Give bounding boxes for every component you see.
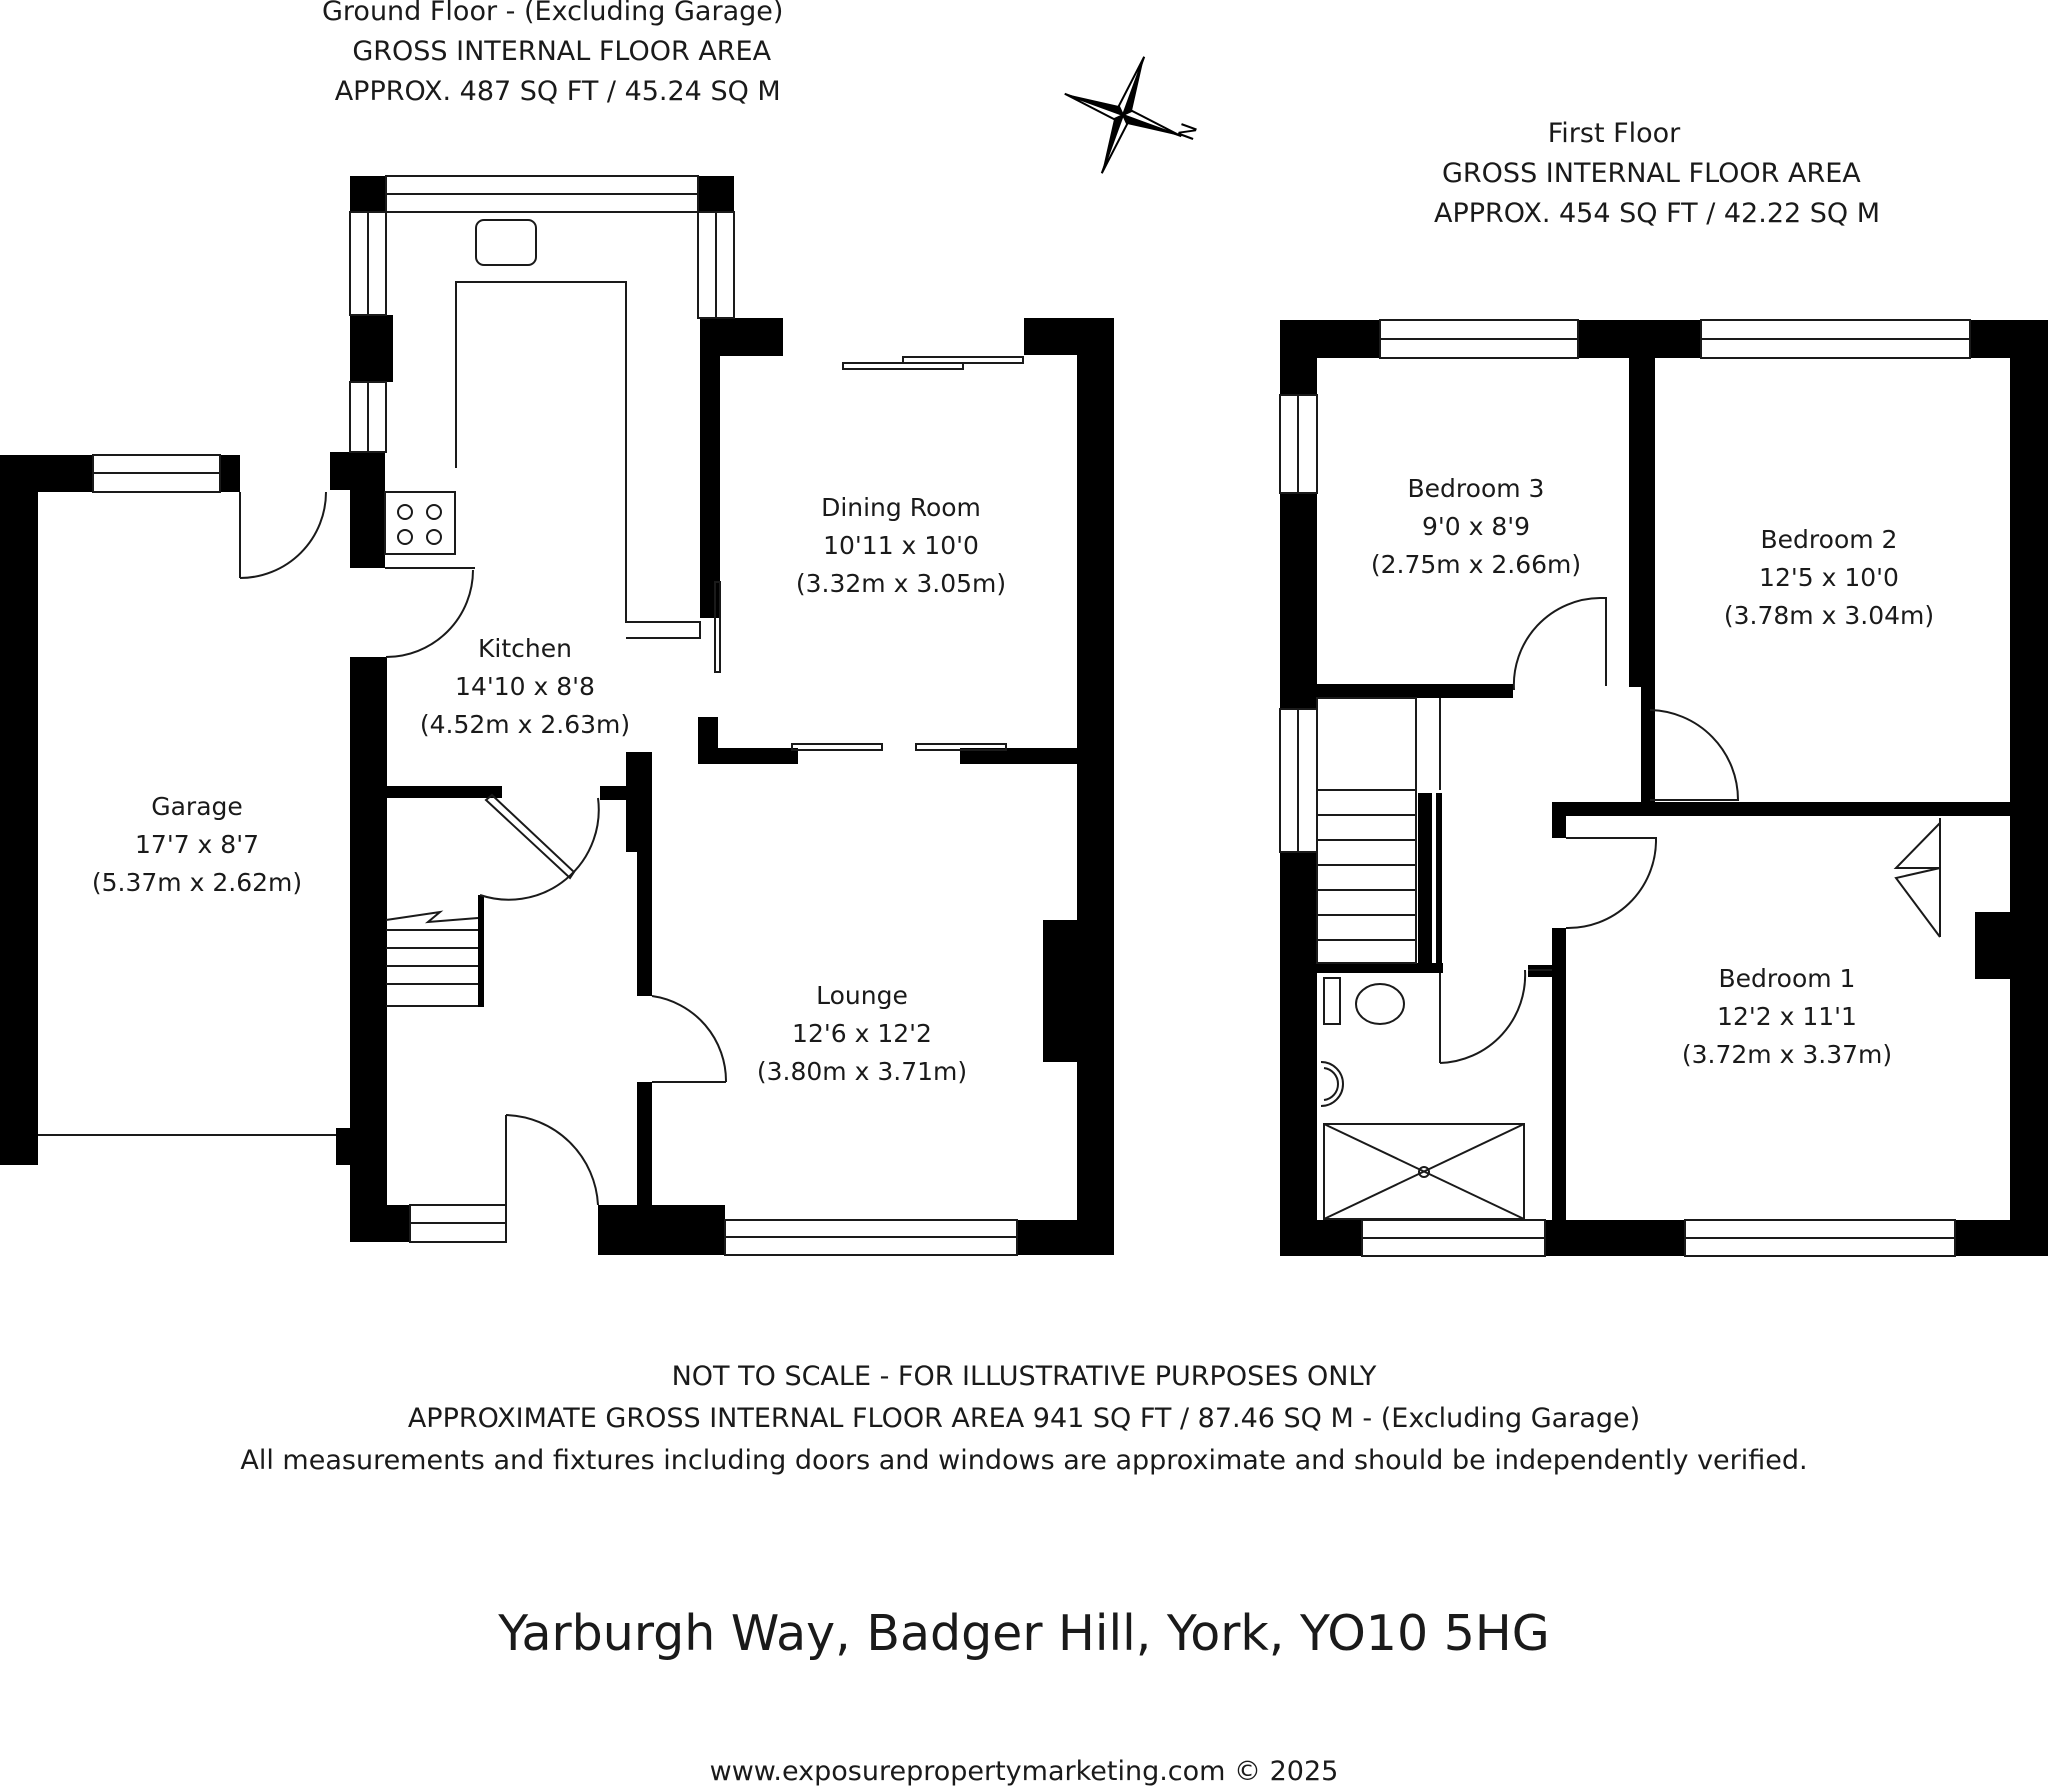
lounge-door-swing [652,996,726,1082]
note-measurements: All measurements and fixtures including doors and windows are approximate and should be independently verified. [240,1445,1808,1476]
lounge-imperial: 12'6 x 12'2 [792,1019,932,1048]
bed1-door-swing [1566,838,1656,928]
kitchen-sink [476,220,536,265]
ground-floor-header [322,0,783,112]
bed3-bottom-wall [1313,684,1513,698]
dining-top-right [1024,318,1114,355]
bedroom1-imperial: 12'2 x 11'1 [1717,1002,1857,1031]
toilet [1324,978,1404,1024]
dining-lounge-wall-a [698,748,798,764]
kitchen-worktop [456,282,700,638]
bed1-cupboard [1975,912,2013,979]
lounge-chimney [1043,920,1079,1062]
room-label-lounge [757,977,967,1091]
garage-name: Garage [151,792,243,821]
bed1-top-stub [1552,802,1566,838]
lounge-bottom-left [598,1205,725,1255]
compass-north-label: N [1174,120,1204,145]
garage-wall-top-right [220,455,240,492]
ff-wall-top-a [1280,320,1380,358]
bath-top-wall [1313,963,1443,973]
lounge-name: Lounge [816,981,908,1010]
lounge-wall-left-a [637,770,652,996]
note-total-area: APPROXIMATE GROSS INTERNAL FLOOR AREA 941 SQ FT / 87.46 SQ M - (Excluding Garage) [407,1403,1641,1434]
kitchen-left-pier2 [330,452,385,490]
bed2-door-swing [1650,710,1738,800]
ff-wall-bottom-c [1955,1220,2048,1256]
front-door-swing [506,1115,598,1205]
dining-wall-right [1077,318,1114,1255]
footer-credit: www.exposurepropertymarketing.com © 2025 [709,1756,1339,1787]
first-floor-header [1434,114,1884,234]
ff-wall-right [2010,320,2048,1256]
kitchen-imperial: 14'10 x 8'8 [455,672,595,701]
first-floor-area-label: GROSS INTERNAL FLOOR AREA [1442,158,1861,189]
bathroom-door-swing [1440,970,1525,1063]
bedroom3-imperial: 9'0 x 8'9 [1421,512,1531,541]
shower-tray [1324,1124,1524,1219]
bed1-cupboard-doors [1896,823,1940,937]
bedroom2-metric: (3.78m x 3.04m) [1723,601,1935,630]
garage-wall-left [0,455,38,1165]
bed3-door-swing [1514,598,1606,690]
property-address: Yarburgh Way, Badger Hill, York, YO10 5HG [498,1605,1550,1662]
stair-wall [1418,793,1432,963]
hall-wall-left [350,657,387,1242]
compass-rose [1044,36,1203,195]
bed2-bottom-wall [1552,802,2047,816]
kitchen-left-pier3 [350,490,385,568]
room-label-kitchen [420,630,630,744]
note-not-to-scale: NOT TO SCALE - FOR ILLUSTRATIVE PURPOSES ONLY [671,1361,1377,1392]
ground-floor-area-label: GROSS INTERNAL FLOOR AREA [352,36,772,67]
dining-name: Dining Room [821,493,981,522]
ff-wall-left-c [1280,852,1317,1256]
garage-wall-right-post [336,1128,350,1165]
garage-wall-top-left [0,455,93,492]
first-floor-area-value: APPROX. 454 SQ FT / 42.22 SQ M [1434,198,1881,229]
bedroom3-name: Bedroom 3 [1407,474,1545,503]
dining-metric: (3.32m x 3.05m) [795,569,1007,598]
ff-wall-left-b [1280,493,1317,709]
garage-door-swing [240,492,326,578]
room-label-bedroom1 [1682,960,1892,1074]
bed2-left-wall [1641,352,1655,802]
garage-imperial: 17'7 x 8'7 [135,830,259,859]
room-label-bedroom2 [1724,521,1934,635]
hall-cupboard-door [486,795,574,878]
stair-wall-right [478,895,484,1007]
hall-inner-top [385,786,502,798]
stair-wall2 [1436,793,1442,963]
kitchen-corner-tr [698,176,734,212]
bedroom2-name: Bedroom 2 [1760,525,1898,554]
room-label-bedroom3 [1371,470,1581,584]
dining-lounge-wall-d [600,786,636,800]
first-floor-title: First Floor [1547,118,1681,149]
room-label-dining [796,489,1006,603]
ground-stairs [386,912,478,1006]
bedroom1-metric: (3.72m x 3.37m) [1681,1040,1893,1069]
disclaimer-notes [0,1356,2048,1482]
bedroom1-name: Bedroom 1 [1718,964,1856,993]
ground-floor-area-value: APPROX. 487 SQ FT / 45.24 SQ M [334,76,781,107]
kitchen-name: Kitchen [478,634,572,663]
hall-bottom-left [350,1205,410,1242]
ff-wall-bottom-a [1280,1220,1362,1256]
kitchen-corner-tl [350,176,386,212]
room-label-garage [92,788,302,902]
dining-imperial: 10'11 x 10'0 [823,531,979,560]
garage-metric: (5.37m x 2.62m) [91,868,303,897]
kitchen-metric: (4.52m x 2.63m) [419,710,631,739]
bedroom3-metric: (2.75m x 2.66m) [1370,550,1582,579]
kitchen-dining-wall [700,318,720,618]
kitchen-left-pier [350,315,393,382]
basin [1321,1062,1343,1106]
bed3-right-wall [1629,352,1643,687]
lounge-bottom-right [1017,1220,1114,1255]
ground-floor-title: Ground Floor - (Excluding Garage) [322,0,784,27]
bedroom2-imperial: 12'5 x 10'0 [1759,563,1899,592]
dining-patio-door-b [903,357,1023,363]
lounge-metric: (3.80m x 3.71m) [756,1057,968,1086]
kitchen-hob [385,492,455,554]
lounge-slide-b [916,744,1006,750]
lounge-slide-a [792,744,882,750]
dining-lounge-wall-left [698,717,718,752]
